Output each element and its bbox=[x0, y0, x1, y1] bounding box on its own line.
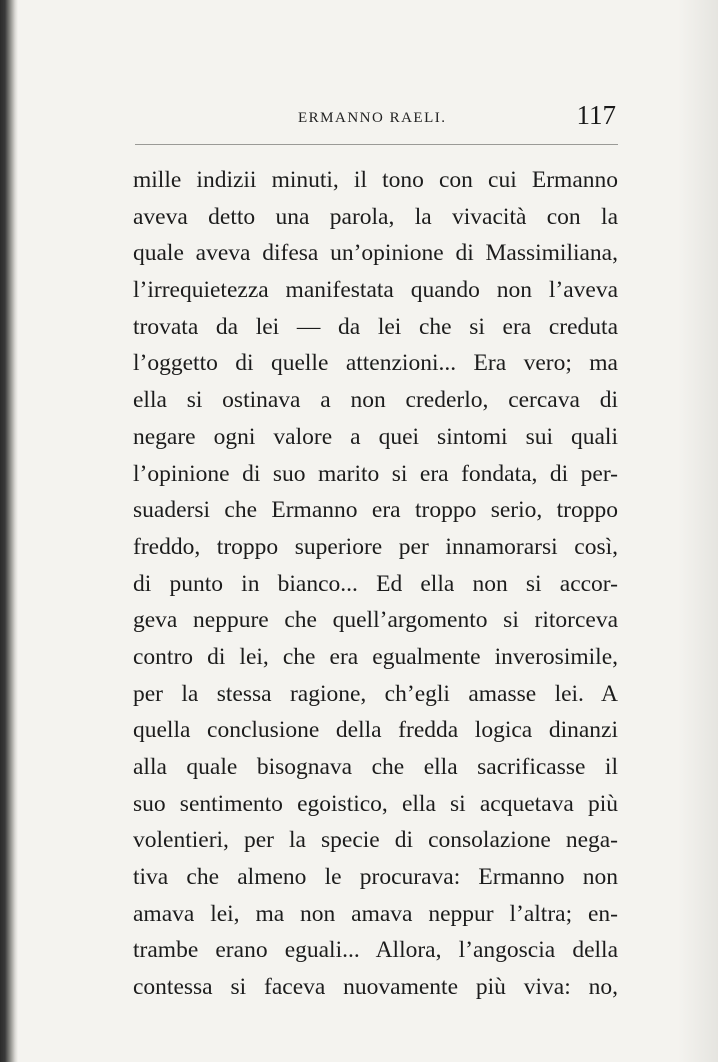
page-header bbox=[135, 96, 618, 146]
text-line: quella conclusione della fredda logica dinanzi bbox=[133, 717, 618, 744]
text-line: trambe erano eguali... Allora, l’angoscia della bbox=[133, 937, 618, 964]
page-number: 117 bbox=[576, 100, 616, 130]
text-line: suo sentimento egoistico, ella si acquetava più bbox=[133, 790, 618, 817]
text-line: contessa si faceva nuovamente più viva: no, bbox=[133, 974, 618, 1001]
text-line: per la stessa ragione, ch’egli amasse lei. A bbox=[133, 680, 618, 707]
text-line: geva neppure che quell’argomento si ritorceva bbox=[133, 607, 618, 634]
text-line: mille indizii minuti, il tono con cui Ermanno bbox=[133, 167, 618, 193]
text-line: di punto in bianco... Ed ella non si accor- bbox=[133, 570, 618, 597]
text-line: aveva detto una parola, la vivacità con la bbox=[133, 203, 618, 230]
header-rule bbox=[135, 144, 618, 145]
text-line: amava lei, ma non amava neppur l’altra; en- bbox=[133, 900, 618, 927]
body-text bbox=[133, 162, 618, 1006]
text-line: contro di lei, che era egualmente inverosimile, bbox=[133, 643, 618, 670]
text-line: quale aveva difesa un’opinione di Massimiliana, bbox=[133, 240, 618, 267]
text-line: alla quale bisognava che ella sacrificasse il bbox=[133, 754, 618, 780]
text-line: volentieri, per la specie di consolazione nega- bbox=[133, 827, 618, 854]
page-shadow bbox=[678, 0, 718, 1062]
book-binding-edge bbox=[0, 0, 18, 1062]
text-line: trovata da lei — da lei che si era creduta bbox=[133, 313, 618, 340]
text-line: tiva che almeno le procurava: Ermanno non bbox=[133, 864, 618, 891]
text-line: l’opinione di suo marito si era fondata, di per- bbox=[133, 460, 618, 487]
text-line: suadersi che Ermanno era troppo serio, troppo bbox=[133, 497, 618, 524]
text-line: l’oggetto di quelle attenzioni... Era vero; ma bbox=[133, 350, 618, 377]
text-line: negare ogni valore a quei sintomi sui quali bbox=[133, 423, 618, 450]
running-title: ERMANNO RAELI. bbox=[298, 110, 447, 126]
text-line: freddo, troppo superiore per innamorarsi così, bbox=[133, 533, 618, 560]
text-line: l’irrequietezza manifestata quando non l’aveva bbox=[133, 277, 618, 304]
text-line: ella si ostinava a non crederlo, cercava di bbox=[133, 387, 618, 414]
